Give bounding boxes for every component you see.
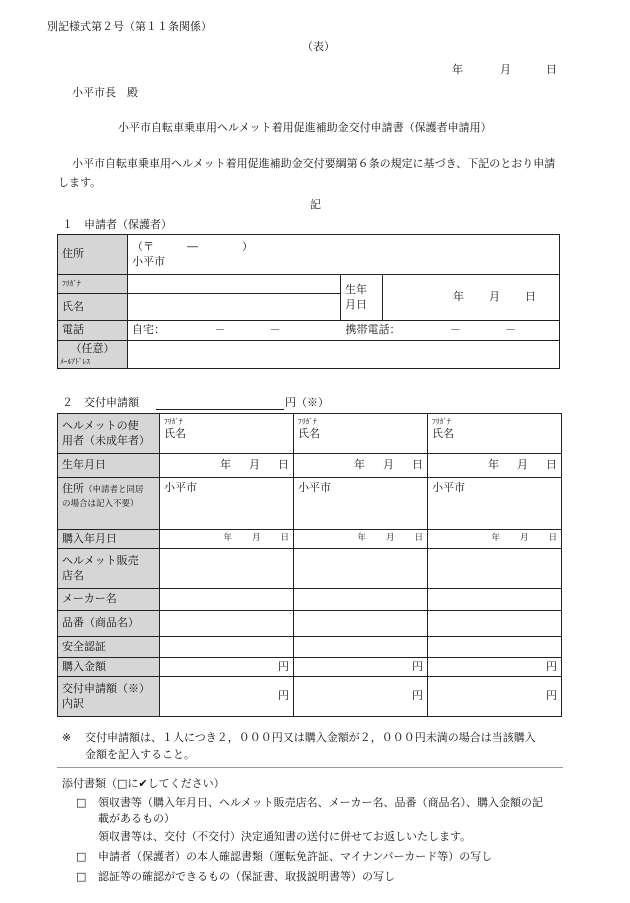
safety-label: 安全認証 [58, 637, 160, 658]
yen-unit: 円 [412, 689, 423, 703]
attachment-2: 申請者（保護者）の本人確認書類（運転免許証、マイナンバーカード等）の写し [98, 850, 493, 863]
grant-field-3[interactable] [428, 677, 562, 717]
maker-field-1[interactable] [160, 589, 294, 611]
attachment-1-line1: 領収書等（購入年月日、ヘルメット販売店名、メーカー名、品番（商品名）、購入金額の記 [98, 796, 543, 809]
attachment-1-line3: 領収書等は、交付（不交付）決定通知書の送付に併せてお返しいたします。 [98, 830, 472, 843]
user-furigana: ﾌﾘｶﾞﾅ [432, 417, 451, 426]
email-optional: （任意） [70, 342, 115, 356]
section1-heading: １ 申請者（保護者） [62, 218, 172, 231]
furigana-label: ﾌﾘｶﾞﾅ [58, 275, 128, 294]
ymd-year: 年 [220, 458, 231, 472]
amount-field-1[interactable] [160, 658, 294, 677]
postal-code: （〒 ― ） [132, 240, 253, 254]
product-label: 品番（商品名） [58, 611, 160, 637]
ymd-year: 年 [357, 533, 366, 544]
shop-field-3[interactable] [428, 549, 562, 589]
shop-label-line2: 店名 [62, 568, 84, 582]
shop-field-2[interactable] [294, 549, 428, 589]
birth-label-line1: 生年 [345, 283, 367, 297]
user-address-city: 小平市 [298, 481, 331, 494]
yen-unit: 円 [546, 659, 557, 673]
ymd-day: 日 [280, 533, 289, 544]
grant-label [58, 677, 160, 717]
birth-label [341, 275, 383, 321]
amount-label: 購入金額 [58, 658, 160, 677]
intro-line-1: 小平市自転車乗車用ヘルメット着用促進補助金交付要綱第６条の規定に基づき、下記のとおり申請 [72, 157, 556, 170]
document-title: 小平市自転車乗車用ヘルメット着用促進補助金交付申請書（保護者申請用） [118, 121, 492, 134]
attachment-checkbox-3[interactable]: □ [76, 870, 87, 883]
ymd-month: 月 [249, 458, 260, 472]
name-field[interactable] [128, 294, 341, 321]
user-cell-3[interactable] [428, 414, 562, 454]
phone-field[interactable] [128, 321, 560, 341]
applicant-table [57, 234, 560, 369]
user-address-2[interactable] [294, 478, 428, 530]
addressee: 小平市長 殿 [72, 86, 138, 99]
birth-day: 日 [525, 290, 536, 304]
yen-unit: 円 [546, 689, 557, 703]
helmet-table [57, 413, 562, 717]
divider [57, 767, 563, 768]
form-number: 別記様式第２号（第１１条関係） [47, 20, 212, 33]
user-name: 氏名 [432, 426, 454, 440]
side-label: （表） [302, 40, 335, 53]
ymd-day: 日 [414, 533, 423, 544]
purchase-date-1[interactable] [160, 530, 294, 549]
user-birth-1[interactable] [160, 454, 294, 478]
user-furigana: ﾌﾘｶﾞﾅ [298, 417, 317, 426]
maker-label: メーカー名 [58, 589, 160, 611]
safety-field-1[interactable] [160, 637, 294, 658]
attachment-checkbox-1[interactable]: □ [76, 796, 87, 809]
grant-field-2[interactable] [294, 677, 428, 717]
date-year: 年 [452, 63, 463, 76]
grant-amount-line[interactable] [156, 409, 284, 410]
safety-field-2[interactable] [294, 637, 428, 658]
user-birth-3[interactable] [428, 454, 562, 478]
ymd-month: 月 [383, 458, 394, 472]
ymd-year: 年 [223, 533, 232, 544]
purchase-date-2[interactable] [294, 530, 428, 549]
user-cell-1[interactable] [160, 414, 294, 454]
safety-field-3[interactable] [428, 637, 562, 658]
email-field[interactable] [128, 341, 560, 369]
grant-field-1[interactable] [160, 677, 294, 717]
ymd-year: 年 [491, 533, 500, 544]
address-label: 住所 [58, 235, 128, 275]
birth-year: 年 [453, 290, 464, 304]
ymd-day: 日 [412, 458, 423, 472]
ymd-month: 月 [517, 458, 528, 472]
user-address-note-2: の場合は記入不要） [62, 499, 139, 510]
ymd-day: 日 [546, 458, 557, 472]
birth-label-line2: 月日 [345, 297, 367, 311]
user-label-line1: ヘルメットの使 [62, 419, 139, 433]
name-label: 氏名 [58, 294, 128, 321]
shop-field-1[interactable] [160, 549, 294, 589]
ymd-year: 年 [354, 458, 365, 472]
user-address-label [58, 478, 160, 530]
user-birth-label: 生年月日 [58, 454, 160, 478]
furigana-field[interactable] [128, 275, 341, 294]
ymd-year: 年 [488, 458, 499, 472]
note-line-1: 交付申請額は、１人につき２，０００円又は購入金額が２，０００円未満の場合は当該購入 [85, 731, 536, 744]
birth-month: 月 [489, 290, 500, 304]
attachment-3: 認証等の確認ができるもの（保証書、取扱説明書等）の写し [98, 870, 395, 883]
product-field-3[interactable] [428, 611, 562, 637]
product-field-2[interactable] [294, 611, 428, 637]
attachments-heading: 添付書類（□に✔してください） [62, 777, 225, 790]
grant-label-line2: 内訳 [62, 696, 84, 710]
intro-line-2: します。 [58, 176, 102, 189]
shop-label-line1: ヘルメット販売 [62, 554, 139, 568]
user-name: 氏名 [164, 426, 186, 440]
amount-field-2[interactable] [294, 658, 428, 677]
purchase-date-label: 購入年月日 [58, 530, 160, 549]
user-label [58, 414, 160, 454]
user-label-line2: 用者（未成年者） [62, 433, 150, 447]
ymd-day: 日 [278, 458, 289, 472]
email-label [58, 341, 128, 369]
ymd-day: 日 [548, 533, 557, 544]
user-address-note-1: （申請者と同居 [84, 485, 144, 495]
birth-field[interactable] [383, 275, 560, 321]
amount-field-3[interactable] [428, 658, 562, 677]
ymd-month: 月 [251, 533, 261, 544]
user-name: 氏名 [298, 426, 320, 440]
maker-field-3[interactable] [428, 589, 562, 611]
attachment-checkbox-2[interactable]: □ [76, 850, 87, 863]
user-cell-2[interactable] [294, 414, 428, 454]
user-address-1[interactable] [160, 478, 294, 530]
user-address-label-text: 住所 [62, 482, 84, 495]
yen-unit: 円 [412, 659, 423, 673]
grant-label-line1: 交付申請額（※） [62, 682, 150, 696]
grant-amount-note: 円（※） [285, 396, 329, 409]
attachment-1-line2: 載があるもの） [98, 812, 175, 825]
maker-field-2[interactable] [294, 589, 428, 611]
note-mark: ※ [62, 731, 72, 744]
address-city: 小平市 [132, 254, 165, 268]
home-phone: 自宅： － － [132, 323, 281, 337]
note-line-2: 金額を記入すること。 [85, 748, 195, 761]
section2-heading: ２ 交付申請額 [62, 396, 139, 409]
shop-label [58, 549, 160, 589]
yen-unit: 円 [278, 659, 289, 673]
ymd-month: 月 [385, 533, 395, 544]
ymd-month: 月 [519, 533, 529, 544]
user-address-city: 小平市 [164, 481, 197, 494]
ki-label: 記 [310, 198, 321, 211]
mobile-phone: 携帯電話： － － [345, 323, 516, 337]
phone-label: 電話 [58, 321, 128, 341]
purchase-date-3[interactable] [428, 530, 562, 549]
user-address-city: 小平市 [432, 481, 465, 494]
user-birth-2[interactable] [294, 454, 428, 478]
date-day: 日 [546, 63, 557, 76]
user-address-3[interactable] [428, 478, 562, 530]
product-field-1[interactable] [160, 611, 294, 637]
email-label-text: ﾒｰﾙｱﾄﾞﾚｽ [60, 356, 90, 366]
user-furigana: ﾌﾘｶﾞﾅ [164, 417, 183, 426]
date-month: 月 [500, 63, 511, 76]
address-field[interactable] [128, 235, 560, 275]
yen-unit: 円 [278, 689, 289, 703]
